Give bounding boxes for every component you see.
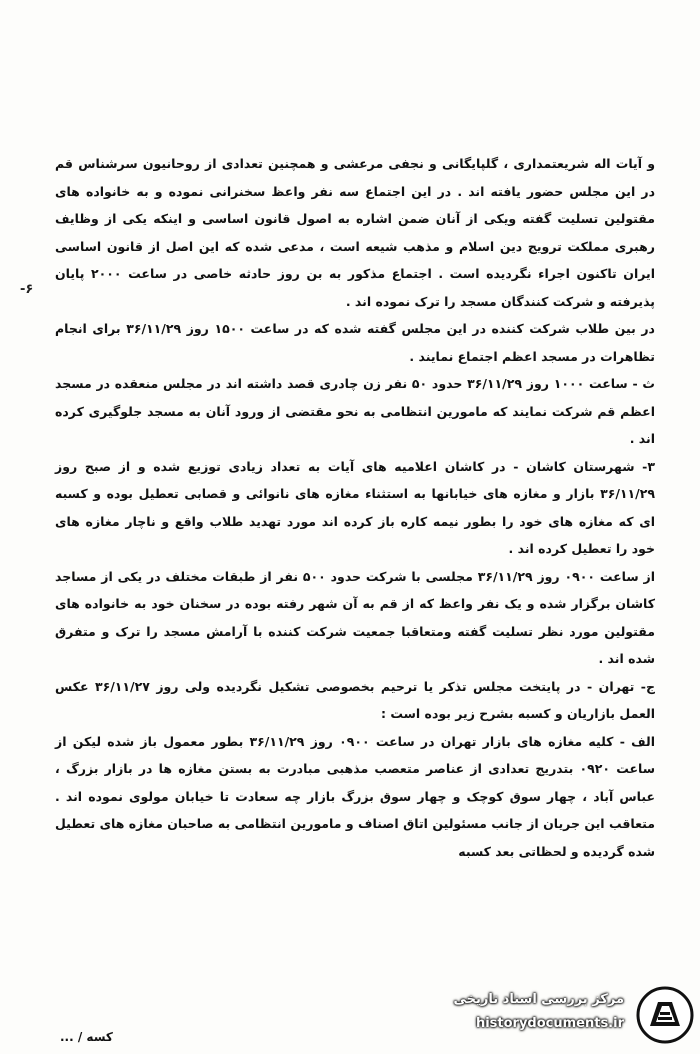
watermark-title: مرکز بررسی اسناد تاریخی xyxy=(453,992,624,1007)
watermark xyxy=(394,984,694,1046)
watermark-url: historydocuments.ir xyxy=(475,1016,624,1031)
archive-logo-icon xyxy=(636,986,694,1044)
document-body xyxy=(55,150,655,865)
page-continuation: کسه / ... xyxy=(60,1030,113,1044)
paragraph-5: از ساعت ۰۹۰۰ روز ۳۶/۱۱/۲۹ مجلسی با شرکت حدود ۵۰۰ نفر از طبقات مختلف در یکی از مساجد کاشان برگزار شده و یک نفر واعظ که از قم به آن شهر رفته بوده در سخنان خود به خانواده های مقتولین مورد نظر تسلیت گفته ومتعاقبا جمعیت شرکت کننده با آرامش مسجد را ترک و متفرق شده اند . xyxy=(55,568,655,666)
paragraph-3: ث - ساعت ۱۰۰۰ روز ۳۶/۱۱/۲۹ حدود ۵۰ نفر زن چادری قصد داشته اند در مجلس منعقده در مسجد اعظم قم شرکت نمایند که مامورین انتظامی به نحو مقتضی از ورود آنان به مسجد جلوگیری کرده اند . xyxy=(55,376,655,446)
paragraph-6: ج- تهران - در پایتخت مجلس تذکر یا ترحیم بخصوصی تشکیل نگردیده ولی روز ۳۶/۱۱/۲۷ عکس العمل بازاریان و کسبه بشرح زیر بوده است : xyxy=(55,678,655,721)
margin-mark: -۶ xyxy=(20,282,34,297)
paragraph-4: ۳- شهرستان کاشان - در کاشان اعلامیه های آیات به تعداد زیادی توزیع شده و از صبح روز ۳۶/۱۱/۲۹ بازار و مغازه های خیابانها به استثناء مغازه های نانوائی و قصابی تعطیل بوده و کسبه ای که مغازه های خود را بطور نیمه کاره باز کرده اند مورد تهدید طلاب واقع و ناچار مغازه های خود را تعطیل کرده اند . xyxy=(55,458,655,556)
paragraph-2: در بین طلاب شرکت کننده در این مجلس گفته شده که در ساعت ۱۵۰۰ روز ۳۶/۱۱/۲۹ برای انجام تظاهرات در مسجد اعظم اجتماع نمایند . xyxy=(55,321,655,364)
paragraph-1: و آیات اله شریعتمداری ، گلپایگانی و نجفی مرعشی و همچنین تعدادی از روحانیون سرشناس قم در این مجلس حضور یافته اند . در این اجتماع سه نفر واعظ سخنرانی نموده و به خانواده های مقتولین تسلیت گفته ویکی از آنان ضمن اشاره به اصول قانون اساسی و اینکه یکی از وظایف رهبری مملکت ترویج دین اسلام و مذهب شیعه است ، مدعی شده که این اصل از قانون اساسی ایران تاکنون اجراء نگردیده است . اجتماع مذکور به بن روز حادثه خاصی در ساعت ۲۰۰۰ پایان پذیرفته و شرکت کنندگان مسجد را ترک نموده اند . xyxy=(55,156,656,309)
paragraph-7: الف - کلیه مغازه های بازار تهران در ساعت ۰۹۰۰ روز ۳۶/۱۱/۲۹ بطور معمول باز شده لیکن از ساعت ۰۹۲۰ بتدریج تعدادی از عناصر متعصب مذهبی مبادرت به بستن مغازه ها در بازار بزرگ ، عباس آباد ، چهار سوق کوچک و چهار سوق بزرگ بازار چه سعادت تا خیابان مولوی نموده اند . متعاقب این جریان از جانب مسئولین اتاق اصناف و مامورین انتظامی به صاحبان مغازه های تعطیل شده گردیده و لحظاتی بعد کسبه xyxy=(55,733,655,859)
